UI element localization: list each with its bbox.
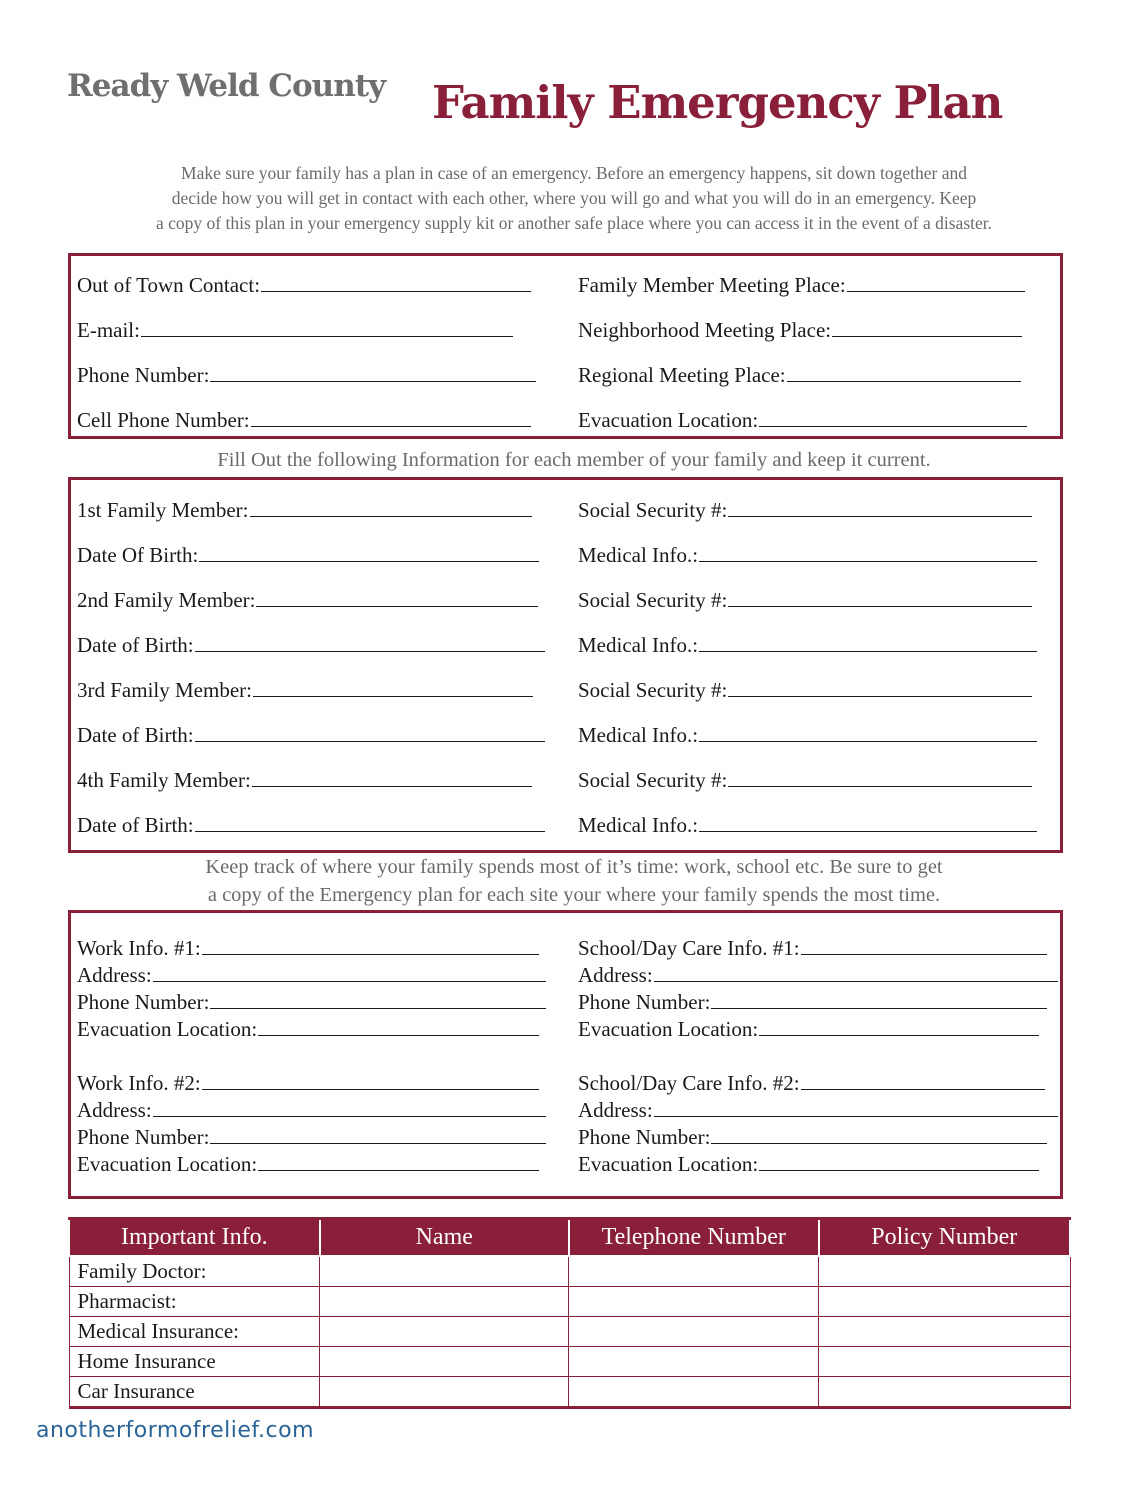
intro-line: Make sure your family has a plan in case of an emergency. Before an emergency happens, sit down together and (181, 163, 967, 183)
field-blank[interactable] (728, 497, 1032, 517)
contact-field[interactable] (77, 272, 531, 298)
telephone-cell[interactable] (569, 1256, 819, 1287)
member-field[interactable] (77, 722, 545, 748)
site-field[interactable] (77, 935, 539, 961)
field-label: 3rd Family Member: (77, 678, 252, 702)
member-field[interactable] (77, 812, 545, 838)
member-field[interactable] (77, 542, 539, 568)
field-label: Phone Number: (578, 1125, 711, 1149)
sites-note-line: a copy of the Emergency plan for each site your where your family spends the most time. (207, 884, 941, 906)
column-header: Policy Number (819, 1219, 1071, 1257)
field-blank[interactable] (711, 989, 1047, 1009)
row-label: Pharmacist: (69, 1287, 320, 1317)
field-blank[interactable] (253, 677, 533, 697)
field-label: 4th Family Member: (77, 768, 251, 792)
site-field[interactable] (578, 989, 1047, 1015)
field-label: Phone Number: (578, 990, 711, 1014)
field-label: Date Of Birth: (77, 543, 199, 567)
name-cell[interactable] (320, 1287, 569, 1317)
field-blank[interactable] (256, 587, 538, 607)
field-label: Social Security #: (578, 498, 728, 522)
field-blank[interactable] (210, 1124, 546, 1144)
field-blank[interactable] (153, 962, 546, 982)
site-field[interactable] (77, 1097, 546, 1123)
site-field[interactable] (578, 962, 1058, 988)
field-blank[interactable] (801, 1070, 1045, 1090)
member-field[interactable] (77, 587, 538, 613)
field-blank[interactable] (787, 362, 1021, 382)
org-name: Ready Weld County (67, 68, 386, 104)
field-blank[interactable] (251, 407, 531, 427)
site-field[interactable] (578, 1016, 1039, 1042)
policy-cell[interactable] (819, 1287, 1071, 1317)
field-label: Address: (578, 963, 653, 987)
field-blank[interactable] (728, 677, 1032, 697)
name-cell[interactable] (320, 1347, 569, 1377)
field-blank[interactable] (153, 1097, 546, 1117)
field-label: School/Day Care Info. #1: (578, 936, 800, 960)
field-blank[interactable] (250, 497, 532, 517)
column-header: Name (320, 1219, 569, 1257)
member-field[interactable] (578, 677, 1032, 703)
field-blank[interactable] (210, 362, 536, 382)
contact-field[interactable] (77, 317, 513, 343)
contact-field[interactable] (77, 362, 536, 388)
name-cell[interactable] (320, 1256, 569, 1287)
field-label: Phone Number: (77, 363, 210, 387)
site-field[interactable] (578, 1070, 1045, 1096)
field-blank[interactable] (258, 1151, 539, 1171)
intro-paragraph (60, 161, 1088, 236)
field-blank[interactable] (759, 1151, 1039, 1171)
member-field[interactable] (578, 767, 1032, 793)
field-blank[interactable] (759, 407, 1027, 427)
field-blank[interactable] (711, 1124, 1047, 1144)
row-label: Car Insurance (69, 1377, 320, 1408)
field-label: Out of Town Contact: (77, 273, 261, 297)
field-label: Address: (578, 1098, 653, 1122)
field-blank[interactable] (699, 812, 1037, 832)
table-row (69, 1317, 1070, 1347)
field-label: Evacuation Location: (578, 408, 759, 432)
field-blank[interactable] (699, 632, 1037, 652)
sites-note-line: Keep track of where your family spends most of it’s time: work, school etc. Be sure to get (205, 856, 943, 878)
contact-field[interactable] (578, 272, 1025, 298)
field-blank[interactable] (210, 989, 546, 1009)
policy-cell[interactable] (819, 1317, 1071, 1347)
field-blank[interactable] (202, 1070, 539, 1090)
field-blank[interactable] (801, 935, 1047, 955)
policy-cell[interactable] (819, 1256, 1071, 1287)
site-field[interactable] (77, 1151, 539, 1177)
contact-field[interactable] (578, 407, 1027, 433)
field-label: Cell Phone Number: (77, 408, 250, 432)
sites-note (60, 853, 1088, 909)
member-field[interactable] (578, 632, 1037, 658)
member-field[interactable] (578, 812, 1037, 838)
policy-cell[interactable] (819, 1347, 1071, 1377)
site-field[interactable] (77, 962, 546, 988)
member-field[interactable] (578, 722, 1037, 748)
site-field[interactable] (77, 1124, 546, 1150)
member-field[interactable] (77, 767, 532, 793)
member-field[interactable] (578, 542, 1037, 568)
field-label: Date of Birth: (77, 813, 194, 837)
table-header-row (69, 1219, 1070, 1257)
member-field[interactable] (578, 587, 1032, 613)
field-label: Phone Number: (77, 990, 210, 1014)
field-blank[interactable] (202, 935, 539, 955)
footer-watermark: anotherformofrelief.com (36, 1418, 315, 1443)
site-field[interactable] (578, 1151, 1039, 1177)
field-label: Medical Info.: (578, 543, 699, 567)
field-blank[interactable] (728, 587, 1032, 607)
field-label: School/Day Care Info. #2: (578, 1071, 800, 1095)
field-label: Social Security #: (578, 588, 728, 612)
contact-field[interactable] (77, 407, 531, 433)
field-label: Evacuation Location: (77, 1017, 258, 1041)
name-cell[interactable] (320, 1377, 569, 1408)
site-field[interactable] (77, 1016, 539, 1042)
field-blank[interactable] (654, 962, 1058, 982)
field-blank[interactable] (728, 767, 1032, 787)
contact-field[interactable] (578, 362, 1021, 388)
table-row (69, 1347, 1070, 1377)
field-label: Family Member Meeting Place: (578, 273, 846, 297)
name-cell[interactable] (320, 1317, 569, 1347)
member-field[interactable] (77, 497, 532, 523)
site-field[interactable] (578, 1124, 1047, 1150)
field-label: Evacuation Location: (77, 1152, 258, 1176)
field-blank[interactable] (141, 317, 513, 337)
member-field[interactable] (77, 632, 545, 658)
field-label: Medical Info.: (578, 813, 699, 837)
member-field[interactable] (578, 497, 1032, 523)
field-label: Evacuation Location: (578, 1017, 759, 1041)
field-label: Date of Birth: (77, 723, 194, 747)
table-row (69, 1287, 1070, 1317)
field-blank[interactable] (759, 1016, 1039, 1036)
field-label: 2nd Family Member: (77, 588, 256, 612)
table-row (69, 1377, 1070, 1408)
field-label: Regional Meeting Place: (578, 363, 786, 387)
field-label: Medical Info.: (578, 723, 699, 747)
field-blank[interactable] (195, 722, 545, 742)
intro-line: decide how you will get in contact with each other, where you will go and what you will do in an emergency. Keep (171, 188, 977, 208)
site-field[interactable] (578, 1097, 1058, 1123)
site-field[interactable] (578, 935, 1047, 961)
telephone-cell[interactable] (569, 1377, 819, 1408)
field-blank[interactable] (832, 317, 1022, 337)
field-label: 1st Family Member: (77, 498, 249, 522)
important-info-table (68, 1217, 1071, 1409)
field-label: Social Security #: (578, 678, 728, 702)
field-label: Social Security #: (578, 768, 728, 792)
field-label: Neighborhood Meeting Place: (578, 318, 832, 342)
field-blank[interactable] (199, 542, 539, 562)
field-blank[interactable] (258, 1016, 539, 1036)
family-members-box (68, 477, 1063, 853)
field-label: Address: (77, 963, 152, 987)
telephone-cell[interactable] (569, 1317, 819, 1347)
field-label: Date of Birth: (77, 633, 194, 657)
field-label: Address: (77, 1098, 152, 1122)
telephone-cell[interactable] (569, 1347, 819, 1377)
field-blank[interactable] (699, 722, 1037, 742)
telephone-cell[interactable] (569, 1287, 819, 1317)
policy-cell[interactable] (819, 1377, 1071, 1408)
row-label: Family Doctor: (69, 1256, 320, 1287)
field-label: Medical Info.: (578, 633, 699, 657)
field-label: Evacuation Location: (578, 1152, 759, 1176)
field-blank[interactable] (847, 272, 1025, 292)
field-blank[interactable] (252, 767, 532, 787)
column-header: Telephone Number (569, 1219, 819, 1257)
members-note: Fill Out the following Information for each member of your family and keep it current. (217, 449, 931, 471)
row-label: Medical Insurance: (69, 1317, 320, 1347)
field-blank[interactable] (195, 632, 545, 652)
row-label: Home Insurance (69, 1347, 320, 1377)
field-label: Phone Number: (77, 1125, 210, 1149)
column-header: Important Info. (69, 1219, 320, 1257)
table-row (69, 1256, 1070, 1287)
field-label: Work Info. #1: (77, 936, 201, 960)
site-field[interactable] (77, 1070, 539, 1096)
field-blank[interactable] (654, 1097, 1058, 1117)
member-field[interactable] (77, 677, 533, 703)
intro-line: a copy of this plan in your emergency supply kit or another safe place where you can access it in the event of a disaster. (156, 213, 992, 233)
field-label: E-mail: (77, 318, 140, 342)
field-label: Work Info. #2: (77, 1071, 201, 1095)
site-field[interactable] (77, 989, 546, 1015)
page-title: Family Emergency Plan (432, 76, 1003, 129)
field-blank[interactable] (261, 272, 531, 292)
field-blank[interactable] (699, 542, 1037, 562)
contact-field[interactable] (578, 317, 1022, 343)
field-blank[interactable] (195, 812, 545, 832)
